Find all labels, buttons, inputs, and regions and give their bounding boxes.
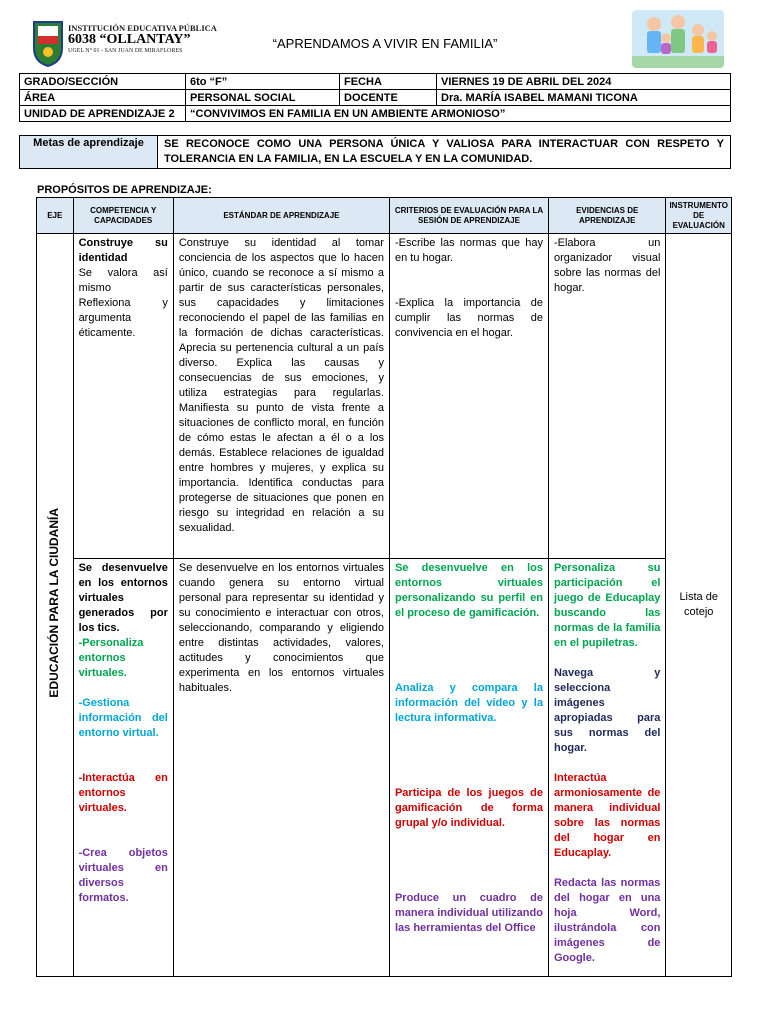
- eje-cell: [37, 234, 74, 977]
- criterio-item: -Explica la importancia de cumplir las normas de convivencia en el hogar.: [394, 297, 543, 339]
- eje-label: EDUCACIÓN PARA LA CIUDANÍA: [47, 507, 62, 698]
- criterios-cell: [389, 234, 548, 559]
- evidencia-item: -Elabora un organizador visual sobre las normas del hogar.: [553, 237, 661, 294]
- table-header-row: [37, 198, 732, 234]
- school-name: 6038 “OLLANTAY”: [68, 31, 191, 47]
- grado-value: 6to “F”: [186, 74, 340, 90]
- criterio-item: Produce un cuadro de manera individual utilizando las herramientas del Office: [394, 892, 543, 934]
- docente-value: Dra. MARÍA ISABEL MAMANI TICONA: [437, 90, 731, 106]
- propositos-title: PROPÓSITOS DE APRENDIZAJE:: [37, 184, 212, 196]
- capacidad-item: Reflexiona y argumenta éticamente.: [78, 297, 168, 339]
- unidad-label: UNIDAD DE APRENDIZAJE 2: [20, 106, 186, 122]
- metas-text: SE RECONOCE COMO UNA PERSONA ÚNICA Y VALIOSA PARA INTERACTUAR CON RESPETO Y TOLERANCIA EN LA FAMILIA, EN LA ESCUELA Y EN LA COMUNIDAD.: [158, 136, 731, 169]
- competencia-cell: [73, 559, 173, 977]
- competencia-title: Construye su identidad: [78, 237, 168, 264]
- criterio-item: Analiza y compara la información del video y la lectura informativa.: [394, 682, 543, 724]
- capacidad-item: Se valora así mismo: [78, 267, 168, 294]
- docente-label: DOCENTE: [340, 90, 437, 106]
- fecha-value: VIERNES 19 DE ABRIL DEL 2024: [437, 74, 731, 90]
- capacidad-item: -Interactúa en entornos virtuales.: [78, 772, 168, 814]
- page-title: “APRENDAMOS A VIVIR EN FAMILIA”: [272, 36, 498, 51]
- metas-table: [19, 135, 731, 169]
- school-ugel: UGEL N° 01 - SAN JUAN DE MIRAFLORES: [68, 47, 183, 54]
- header-estandar: ESTÁNDAR DE APRENDIZAJE: [173, 198, 389, 234]
- area-value: PERSONAL SOCIAL: [186, 90, 340, 106]
- propositos-table: [36, 197, 732, 977]
- evidencia-item: Navega y selecciona imágenes apropiadas para sus normas del hogar.: [553, 667, 661, 754]
- capacidad-item: -Gestiona información del entorno virtual.: [78, 697, 168, 739]
- info-table: [19, 73, 731, 122]
- estandar-cell: Se desenvuelve en los entornos virtuales cuando genera su entorno virtual personal para representar su identidad y su conocimiento e interactuar con otros, seleccionando, comparando y eligiendo entre distintas actividades, valores, actitudes y conocimientos que experimenta en los entornos virtuales habituales.: [173, 559, 389, 977]
- family-illustration-icon: [632, 10, 724, 68]
- criterios-cell: [389, 559, 548, 977]
- competencia-title: Se desenvuelve en los entornos virtuales generados por los tics.: [78, 562, 168, 634]
- header-evidencias: EVIDENCIAS DE APRENDIZAJE: [548, 198, 665, 234]
- fecha-label: FECHA: [340, 74, 437, 90]
- criterio-item: -Escribe las normas que hay en tu hogar.: [394, 237, 543, 264]
- instrumento-cell: [666, 234, 732, 977]
- metas-label: Metas de aprendizaje: [20, 136, 158, 169]
- evidencias-cell: [548, 559, 665, 977]
- competencia-cell: [73, 234, 173, 559]
- table-row: [37, 234, 732, 559]
- capacidad-item: -Crea objetos virtuales en diversos formatos.: [78, 847, 168, 904]
- header-instrumento: INSTRUMENTO DE EVALUACIÓN: [666, 198, 732, 234]
- estandar-cell: Construye su identidad al tomar conciencia de los aspectos que lo hacen único, cuando se reconoce a sí mismo a partir de sus características personales, sus capacidades y limitaciones reconociendo el papel de las familias en la formación de dichas características. Aprecia su pertenencia cultural a un país diverso. Explica las causas y consecuencias de sus emociones, y utiliza estrategias para regularlas. Manifiesta su punto de vista frente a situaciones de conflicto moral, en función de cómo estas le afectan a él o a los demás. Establece relaciones de igualdad entre hombres y mujeres, y explica su importancia. Identifica conductas para protegerse de situaciones que ponen en riesgo su integridad en relación a su sexualidad.: [173, 234, 389, 559]
- evidencia-item: Personaliza su participación el juego de Educaplay buscando las normas de la familia en el pupiletras.: [553, 562, 661, 649]
- unidad-value: “CONVIVIMOS EN FAMILIA EN UN AMBIENTE ARMONIOSO”: [186, 106, 731, 122]
- evidencia-item: Interactúa armoniosamente de manera individual sobre las normas del hogar en Educaplay.: [553, 772, 661, 859]
- header-criterios: CRITERIOS DE EVALUACIÓN PARA LA SESIÓN DE APRENDIZAJE: [389, 198, 548, 234]
- school-type: INSTITUCIÓN EDUCATIVA PÚBLICA: [68, 23, 217, 33]
- evidencia-item: Redacta las normas del hogar en una hoja Word, ilustrándola con imágenes de Google.: [553, 877, 661, 964]
- capacidad-item: -Personaliza entornos virtuales.: [78, 637, 144, 679]
- criterio-item: Se desenvuelve en los entornos virtuales personalizando su perfil en el proceso de gamificación.: [394, 562, 543, 619]
- grado-label: GRADO/SECCIÓN: [20, 74, 186, 90]
- school-shield-icon: [32, 18, 64, 68]
- header-competencia: COMPETENCIA Y CAPACIDADES: [73, 198, 173, 234]
- header-eje: EJE: [37, 198, 74, 234]
- evidencias-cell: [548, 234, 665, 559]
- school-logo-block: [28, 14, 217, 72]
- instrumento-value: Lista de cotejo: [679, 591, 718, 618]
- criterio-item: Participa de los juegos de gamificación de forma grupal y/o individual.: [394, 787, 543, 829]
- area-label: ÁREA: [20, 90, 186, 106]
- table-row: [37, 559, 732, 977]
